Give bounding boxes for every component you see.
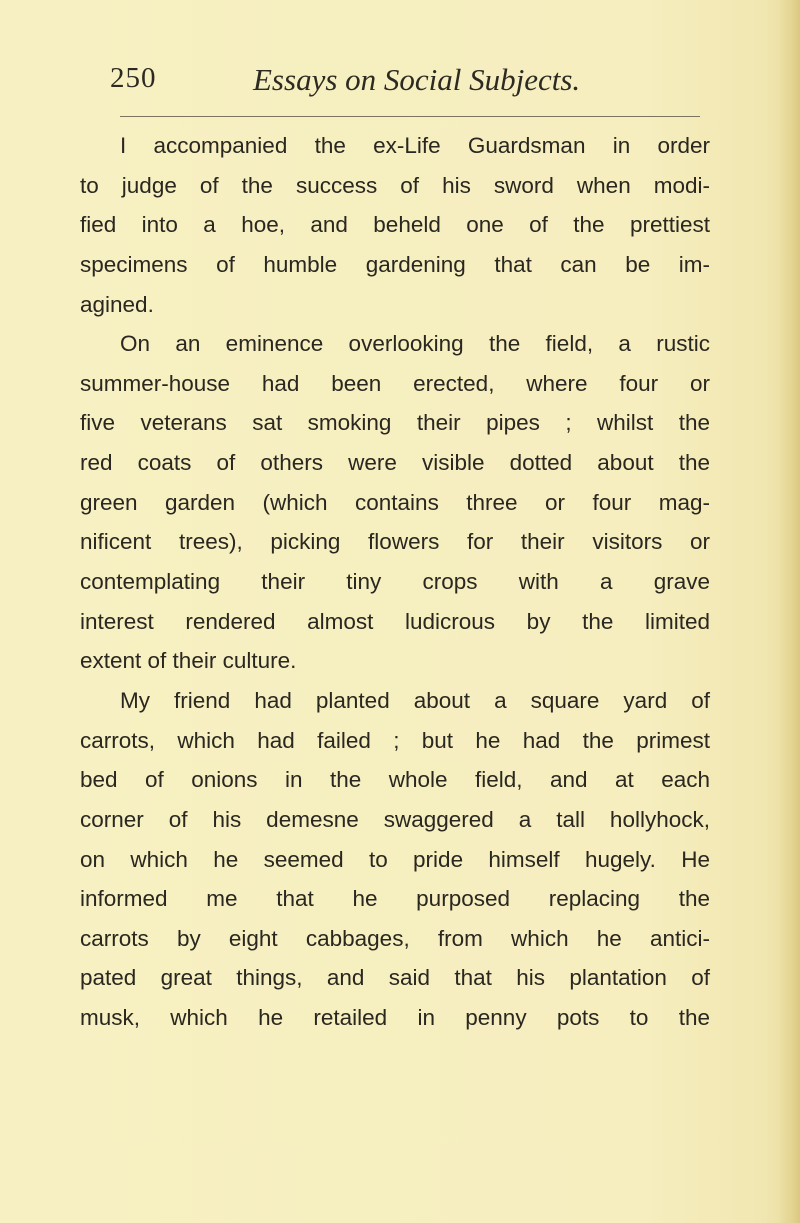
text-line: on which he seemed to pride himself hugely. He	[80, 846, 710, 872]
page-header	[110, 62, 710, 106]
page-edge-shadow	[778, 0, 800, 1223]
body-text	[80, 126, 710, 1038]
text-line: I accompanied the ex-Life Guardsman in order	[120, 133, 710, 158]
text-line: On an eminence overlooking the field, a rustic	[120, 331, 710, 357]
running-title: Essays on Social Subjects.	[253, 62, 581, 97]
text-line: contemplating their tiny crops with a grave	[80, 569, 710, 595]
text-line: informed me that he purposed replacing the	[80, 886, 710, 912]
text-line: musk, which he retailed in penny pots to the	[80, 1005, 710, 1031]
text-line: corner of his demesne swaggered a tall hollyhock,	[80, 806, 710, 832]
text-line: pated great things, and said that his plantation of	[80, 965, 710, 991]
text-line: specimens of humble gardening that can be im-	[80, 251, 710, 277]
text-line: nificent trees), picking flowers for their visitors or	[80, 529, 710, 555]
text-line: carrots by eight cabbages, from which he antici-	[80, 925, 710, 951]
text-line: summer-house had been erected, where four or	[80, 370, 710, 396]
header-rule	[120, 116, 700, 117]
text-line: agined.	[80, 291, 154, 317]
text-line: to judge of the success of his sword when modi-	[80, 172, 710, 198]
text-line: five veterans sat smoking their pipes ; whilst the	[80, 410, 710, 436]
text-line: bed of onions in the whole field, and at each	[80, 767, 710, 793]
text-line: green garden (which contains three or four mag-	[80, 489, 710, 515]
text-line: carrots, which had failed ; but he had the primest	[80, 727, 710, 753]
text-line: My friend had planted about a square yard of	[120, 687, 710, 713]
text-line: fied into a hoe, and beheld one of the prettiest	[80, 212, 710, 238]
text-line: interest rendered almost ludicrous by the limited	[80, 608, 710, 634]
page-number: 250	[110, 62, 157, 94]
text-line: red coats of others were visible dotted about the	[80, 450, 710, 476]
text-line: extent of their culture.	[80, 648, 297, 674]
